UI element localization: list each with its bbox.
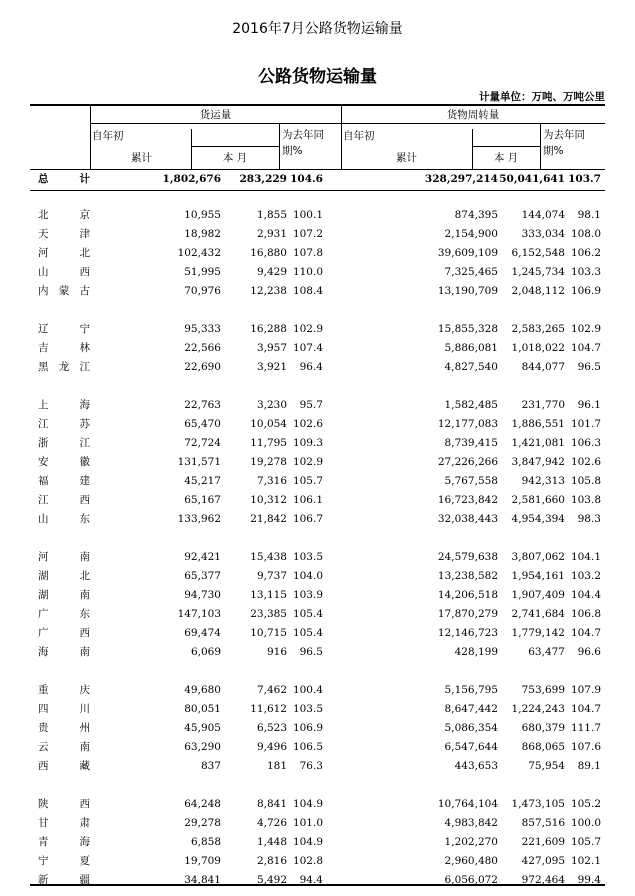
table-bottom-rule <box>30 884 605 886</box>
cell-ytd-volume: 34,841 <box>184 874 221 886</box>
cell-yoy-volume: 105.7 <box>292 475 323 487</box>
cell-ytd-turnover: 1,202,270 <box>444 836 498 848</box>
header-ytd-volume: 自年初 <box>92 130 124 142</box>
table-row <box>30 263 605 282</box>
cell-ytd-turnover: 8,647,442 <box>444 703 498 715</box>
cell-ytd-turnover: 39,609,109 <box>437 247 498 259</box>
cell-month-volume: 1,855 <box>256 209 287 221</box>
cell-month-turnover: 1,779,142 <box>511 627 565 639</box>
region-name: 宁夏 <box>38 855 90 867</box>
region-name: 云南 <box>38 741 90 753</box>
cell-yoy-volume: 106.5 <box>292 741 323 753</box>
cell-ytd-turnover: 2,154,900 <box>444 228 498 240</box>
cell-month-turnover: 753,699 <box>521 684 565 696</box>
cell-yoy-volume: 94.4 <box>299 874 323 886</box>
cell-ytd-turnover: 17,870,279 <box>437 608 498 620</box>
cell-yoy-volume: 107.8 <box>292 247 323 259</box>
cell-ytd-volume: 72,724 <box>184 437 221 449</box>
region-name: 广西 <box>38 627 90 639</box>
cell-yoy-volume: 108.4 <box>292 285 323 297</box>
cell-month-volume: 2,931 <box>256 228 287 240</box>
cell-yoy-volume: 96.4 <box>299 361 323 373</box>
cell-yoy-turnover: 98.1 <box>577 209 601 221</box>
cell-month-turnover: 942,313 <box>521 475 565 487</box>
cell-yoy-turnover: 105.7 <box>570 836 601 848</box>
cell-yoy-turnover: 89.1 <box>577 760 601 772</box>
cell-yoy-volume: 107.4 <box>292 342 323 354</box>
cell-yoy-volume: 101.0 <box>292 817 323 829</box>
cell-month-volume: 916 <box>266 646 287 658</box>
region-name: 山西 <box>38 266 90 278</box>
region-name: 四川 <box>38 703 90 715</box>
cell-month-turnover: 63,477 <box>528 646 565 658</box>
cell-ytd-turnover: 13,238,582 <box>437 570 498 582</box>
cell-ytd-turnover: 4,983,842 <box>444 817 498 829</box>
region-name: 江苏 <box>38 418 90 430</box>
cell-month-volume: 21,842 <box>250 513 287 525</box>
cell-ytd-volume: 837 <box>200 760 221 772</box>
cell-ytd-volume: 65,470 <box>184 418 221 430</box>
cell-month-volume: 5,492 <box>256 874 287 886</box>
cell-month-volume: 10,715 <box>250 627 287 639</box>
region-name: 河北 <box>38 247 90 259</box>
table-row <box>30 852 605 871</box>
table-row <box>30 415 605 434</box>
document-title: 公路货物运输量 <box>258 67 377 87</box>
region-name: 广东 <box>38 608 90 620</box>
table-row <box>30 814 605 833</box>
cell-ytd-volume: 18,982 <box>184 228 221 240</box>
table-row <box>30 681 605 700</box>
cell-month-volume: 3,957 <box>256 342 287 354</box>
table-row <box>30 396 605 415</box>
cell-ytd-turnover: 4,827,540 <box>444 361 498 373</box>
cell-yoy-turnover: 104.7 <box>570 627 601 639</box>
region-name: 甘肃 <box>38 817 90 829</box>
cell-yoy-volume: 106.9 <box>292 722 323 734</box>
cell-ytd-turnover: 1,582,485 <box>444 399 498 411</box>
table-row <box>30 225 605 244</box>
region-name: 内蒙古 <box>38 285 90 297</box>
table-row <box>30 586 605 605</box>
cell-yoy-turnover: 105.8 <box>570 475 601 487</box>
cell-month-turnover: 221,609 <box>521 836 565 848</box>
cell-yoy-volume: 106.1 <box>292 494 323 506</box>
table-row <box>30 491 605 510</box>
total-bottom-rule <box>30 190 605 191</box>
cell-month-volume: 15,438 <box>250 551 287 563</box>
cell-yoy-volume: 95.7 <box>299 399 323 411</box>
region-name: 贵州 <box>38 722 90 734</box>
cell-month-volume: 9,496 <box>256 741 287 753</box>
region-name: 江西 <box>38 494 90 506</box>
cell-month-turnover: 231,770 <box>521 399 565 411</box>
cell-month-turnover: 844,077 <box>521 361 565 373</box>
table-row <box>30 738 605 757</box>
region-name: 吉林 <box>38 342 90 354</box>
cell-yoy-turnover: 103.3 <box>570 266 601 278</box>
cell-ytd-volume: 131,571 <box>177 456 221 468</box>
table-row <box>30 795 605 814</box>
table-row <box>30 320 605 339</box>
cell-yoy-volume: 105.4 <box>292 608 323 620</box>
table-row <box>30 643 605 662</box>
table-row <box>30 757 605 776</box>
cell-ytd-turnover: 5,886,081 <box>444 342 498 354</box>
cell-yoy-turnover: 98.3 <box>577 513 601 525</box>
cell-month-volume: 16,880 <box>250 247 287 259</box>
cell-month-turnover: 2,741,684 <box>511 608 565 620</box>
cell-ytd-volume: 147,103 <box>177 608 221 620</box>
region-name: 上海 <box>38 399 90 411</box>
header-cumulative-volume: 累计 <box>131 152 152 164</box>
cell-month-turnover: 972,464 <box>521 874 565 886</box>
cell-ytd-volume: 95,333 <box>184 323 221 335</box>
cell-ytd-turnover: 2,960,480 <box>444 855 498 867</box>
cell-month-turnover: 680,379 <box>521 722 565 734</box>
region-name: 海南 <box>38 646 90 658</box>
cell-ytd-volume: 64,248 <box>184 798 221 810</box>
cell-yoy-turnover: 104.7 <box>570 703 601 715</box>
cell-ytd-volume: 102,432 <box>177 247 221 259</box>
cell-yoy-volume: 96.5 <box>299 646 323 658</box>
cell-yoy-turnover: 105.2 <box>570 798 601 810</box>
cell-yoy-turnover: 96.5 <box>577 361 601 373</box>
cell-ytd-turnover: 428,199 <box>454 646 498 658</box>
cell-month-turnover: 333,034 <box>521 228 565 240</box>
header-month-volume: 本 月 <box>222 152 248 164</box>
cell-yoy-turnover: 106.2 <box>570 247 601 259</box>
cell-ytd-volume: 92,421 <box>184 551 221 563</box>
cell-month-turnover: 2,583,265 <box>511 323 565 335</box>
table-header <box>30 105 605 169</box>
cell-month-volume: 9,737 <box>256 570 287 582</box>
header-yoy-turnover: 为去年同期% <box>543 129 585 157</box>
cell-yoy-volume: 102.9 <box>292 323 323 335</box>
cell-month-volume: 8,841 <box>256 798 287 810</box>
cell-yoy-turnover: 102.1 <box>570 855 601 867</box>
table-row <box>30 833 605 852</box>
cell-yoy-turnover: 108.0 <box>570 228 601 240</box>
cell-month-volume: 4,726 <box>256 817 287 829</box>
cell-yoy-volume: 105.4 <box>292 627 323 639</box>
cell-month-turnover: 1,954,161 <box>511 570 565 582</box>
cell-yoy-volume: 100.1 <box>292 209 323 221</box>
cell-yoy-turnover: 96.6 <box>577 646 601 658</box>
cell-month-volume: 7,462 <box>256 684 287 696</box>
region-name: 安徽 <box>38 456 90 468</box>
cell-ytd-volume: 94,730 <box>184 589 221 601</box>
region-name: 山东 <box>38 513 90 525</box>
cell-month-turnover: 1,886,551 <box>511 418 565 430</box>
cell-ytd-turnover: 5,767,558 <box>444 475 498 487</box>
region-name: 西藏 <box>38 760 90 772</box>
cell-month-turnover: 3,847,942 <box>511 456 565 468</box>
cell-month-volume: 12,238 <box>250 285 287 297</box>
total-month-turnover: 50,041,641 <box>499 173 565 185</box>
cell-ytd-volume: 22,763 <box>184 399 221 411</box>
cell-yoy-turnover: 100.0 <box>570 817 601 829</box>
cell-ytd-turnover: 6,056,072 <box>444 874 498 886</box>
cell-month-turnover: 1,224,243 <box>511 703 565 715</box>
cell-month-volume: 3,921 <box>256 361 287 373</box>
table-row <box>30 358 605 377</box>
table-row <box>30 339 605 358</box>
cell-ytd-turnover: 6,547,644 <box>444 741 498 753</box>
cell-yoy-volume: 100.4 <box>292 684 323 696</box>
cell-month-turnover: 1,421,081 <box>511 437 565 449</box>
total-yoy-turnover: 103.7 <box>568 173 601 185</box>
cell-yoy-volume: 102.9 <box>292 456 323 468</box>
cell-month-volume: 11,795 <box>250 437 287 449</box>
region-name: 天津 <box>38 228 90 240</box>
cell-ytd-volume: 65,167 <box>184 494 221 506</box>
table-row <box>30 453 605 472</box>
cell-month-turnover: 2,048,112 <box>511 285 565 297</box>
cell-ytd-turnover: 5,156,795 <box>444 684 498 696</box>
cell-ytd-turnover: 32,038,443 <box>437 513 498 525</box>
table-row <box>30 472 605 491</box>
cell-month-volume: 23,385 <box>250 608 287 620</box>
cell-yoy-turnover: 104.7 <box>570 342 601 354</box>
cell-ytd-turnover: 13,190,709 <box>437 285 498 297</box>
cell-ytd-volume: 6,069 <box>190 646 221 658</box>
header-month-turnover: 本 月 <box>493 152 519 164</box>
cell-ytd-volume: 29,278 <box>184 817 221 829</box>
table-row <box>30 206 605 225</box>
cell-yoy-turnover: 103.2 <box>570 570 601 582</box>
cell-yoy-volume: 102.8 <box>292 855 323 867</box>
cell-ytd-turnover: 12,177,083 <box>437 418 498 430</box>
header-turnover: 货物周转量 <box>446 109 500 121</box>
cell-ytd-volume: 19,709 <box>184 855 221 867</box>
cell-month-volume: 13,115 <box>250 589 287 601</box>
cell-ytd-volume: 49,680 <box>184 684 221 696</box>
cell-yoy-volume: 109.3 <box>292 437 323 449</box>
cell-month-turnover: 1,473,105 <box>511 798 565 810</box>
total-month-volume: 283,229 <box>239 173 287 185</box>
cell-yoy-volume: 106.7 <box>292 513 323 525</box>
table-row <box>30 605 605 624</box>
cell-ytd-turnover: 8,739,415 <box>444 437 498 449</box>
cell-yoy-turnover: 106.9 <box>570 285 601 297</box>
cell-yoy-volume: 104.9 <box>292 798 323 810</box>
table-row <box>30 719 605 738</box>
cell-yoy-volume: 103.5 <box>292 703 323 715</box>
cell-ytd-volume: 63,290 <box>184 741 221 753</box>
cell-ytd-volume: 133,962 <box>177 513 221 525</box>
cell-yoy-turnover: 104.1 <box>570 551 601 563</box>
cell-month-turnover: 1,907,409 <box>511 589 565 601</box>
cell-month-volume: 3,230 <box>256 399 287 411</box>
header-freight-volume: 货运量 <box>199 109 232 121</box>
cell-month-turnover: 427,095 <box>521 855 565 867</box>
cell-month-turnover: 3,807,062 <box>511 551 565 563</box>
cell-ytd-turnover: 5,086,354 <box>444 722 498 734</box>
header-ytd-turnover: 自年初 <box>343 130 375 142</box>
cell-yoy-turnover: 107.6 <box>570 741 601 753</box>
cell-month-turnover: 6,152,548 <box>511 247 565 259</box>
cell-month-turnover: 857,516 <box>521 817 565 829</box>
cell-yoy-turnover: 99.4 <box>577 874 601 886</box>
cell-ytd-volume: 45,217 <box>184 475 221 487</box>
cell-month-volume: 11,612 <box>250 703 287 715</box>
region-name: 重庆 <box>38 684 90 696</box>
cell-ytd-turnover: 12,146,723 <box>437 627 498 639</box>
region-name: 黑龙江 <box>38 361 90 373</box>
cell-month-volume: 19,278 <box>250 456 287 468</box>
cell-month-volume: 9,429 <box>256 266 287 278</box>
cell-ytd-volume: 51,995 <box>184 266 221 278</box>
region-name: 北京 <box>38 209 90 221</box>
cell-month-volume: 2,816 <box>256 855 287 867</box>
cell-ytd-turnover: 14,206,518 <box>437 589 498 601</box>
unit-note: 计量单位：万吨、万吨公里 <box>479 91 605 103</box>
region-name: 新疆 <box>38 874 90 886</box>
header-cumulative-turnover: 累计 <box>396 152 417 164</box>
region-name: 陕西 <box>38 798 90 810</box>
cell-month-turnover: 144,074 <box>521 209 565 221</box>
cell-yoy-turnover: 104.4 <box>570 589 601 601</box>
cell-month-turnover: 75,954 <box>528 760 565 772</box>
cell-yoy-turnover: 106.8 <box>570 608 601 620</box>
header-yoy-volume: 为去年同期% <box>282 129 324 157</box>
cell-yoy-turnover: 106.3 <box>570 437 601 449</box>
cell-ytd-turnover: 10,764,104 <box>437 798 498 810</box>
cell-yoy-turnover: 101.7 <box>570 418 601 430</box>
total-row <box>30 170 605 189</box>
cell-yoy-turnover: 111.7 <box>570 722 601 734</box>
cell-ytd-volume: 80,051 <box>184 703 221 715</box>
cell-month-volume: 10,054 <box>250 418 287 430</box>
table-row <box>30 244 605 263</box>
cell-month-volume: 181 <box>266 760 287 772</box>
table-row <box>30 548 605 567</box>
region-name: 河南 <box>38 551 90 563</box>
cell-ytd-volume: 22,566 <box>184 342 221 354</box>
cell-ytd-volume: 69,474 <box>184 627 221 639</box>
cell-ytd-turnover: 16,723,842 <box>437 494 498 506</box>
cell-month-turnover: 2,581,660 <box>511 494 565 506</box>
cell-ytd-volume: 22,690 <box>184 361 221 373</box>
table-row <box>30 567 605 586</box>
table-row <box>30 282 605 301</box>
page-header: 2016年7月公路货物运输量 <box>232 21 403 37</box>
table-row <box>30 871 605 890</box>
cell-yoy-turnover: 103.8 <box>570 494 601 506</box>
total-yoy-volume: 104.6 <box>290 173 323 185</box>
cell-month-turnover: 1,245,734 <box>511 266 565 278</box>
total-ytd-volume: 1,802,676 <box>162 173 221 185</box>
table-row <box>30 510 605 529</box>
total-ytd-turnover: 328,297,214 <box>424 173 498 185</box>
cell-ytd-turnover: 443,653 <box>454 760 498 772</box>
cell-month-turnover: 868,065 <box>521 741 565 753</box>
cell-ytd-volume: 6,858 <box>190 836 221 848</box>
cell-yoy-turnover: 102.9 <box>570 323 601 335</box>
cell-ytd-turnover: 874,395 <box>454 209 498 221</box>
cell-month-volume: 16,288 <box>250 323 287 335</box>
cell-yoy-turnover: 102.6 <box>570 456 601 468</box>
table-row <box>30 624 605 643</box>
region-name: 湖北 <box>38 570 90 582</box>
cell-month-volume: 6,523 <box>256 722 287 734</box>
cell-yoy-volume: 103.9 <box>292 589 323 601</box>
cell-yoy-volume: 103.5 <box>292 551 323 563</box>
cell-ytd-turnover: 7,325,465 <box>444 266 498 278</box>
region-name: 辽宁 <box>38 323 90 335</box>
region-name: 福建 <box>38 475 90 487</box>
table-row <box>30 434 605 453</box>
total-label: 总 计 <box>38 173 90 185</box>
cell-month-volume: 7,316 <box>256 475 287 487</box>
cell-yoy-volume: 102.6 <box>292 418 323 430</box>
cell-ytd-turnover: 27,226,266 <box>437 456 498 468</box>
cell-ytd-volume: 65,377 <box>184 570 221 582</box>
cell-month-turnover: 1,018,022 <box>511 342 565 354</box>
region-name: 浙江 <box>38 437 90 449</box>
cell-ytd-turnover: 24,579,638 <box>437 551 498 563</box>
cell-ytd-volume: 10,955 <box>184 209 221 221</box>
cell-ytd-volume: 45,905 <box>184 722 221 734</box>
cell-yoy-turnover: 107.9 <box>570 684 601 696</box>
cell-month-volume: 1,448 <box>256 836 287 848</box>
cell-yoy-volume: 104.0 <box>292 570 323 582</box>
cell-yoy-volume: 104.9 <box>292 836 323 848</box>
region-name: 湖南 <box>38 589 90 601</box>
cell-yoy-volume: 107.2 <box>292 228 323 240</box>
cell-yoy-volume: 76.3 <box>299 760 323 772</box>
cell-month-turnover: 4,954,394 <box>511 513 565 525</box>
cell-month-volume: 10,312 <box>250 494 287 506</box>
table-row <box>30 700 605 719</box>
cell-ytd-turnover: 15,855,328 <box>437 323 498 335</box>
region-name: 青海 <box>38 836 90 848</box>
cell-yoy-volume: 110.0 <box>292 266 323 278</box>
cell-yoy-turnover: 96.1 <box>577 399 601 411</box>
cell-ytd-volume: 70,976 <box>184 285 221 297</box>
